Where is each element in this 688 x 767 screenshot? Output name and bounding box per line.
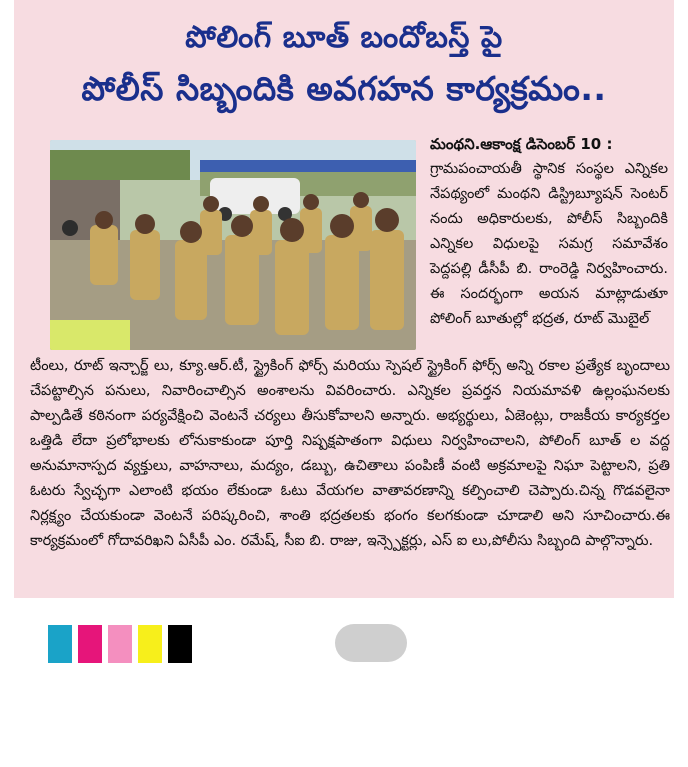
police-meeting-photo [50,140,416,350]
dateline-text: మంథని.ఆకాంక్ష డిసెంబర్ 10 : [430,135,613,153]
yellow-swatch [138,625,162,663]
headline-line-2: పోలీస్ సిబ్బందికి అవగహన కార్యక్రమం.. [81,69,607,108]
article-photo [50,140,416,350]
top-strip [14,0,674,8]
magenta-swatch [78,625,102,663]
pink-swatch [108,625,132,663]
black-swatch [168,625,192,663]
cyan-swatch [48,625,72,663]
headline-line-1: పోలింగ్ బూత్ బందోబస్త్ పై [185,20,503,55]
column-paragraph: గ్రామపంచాయతీ స్థానిక సంస్థల ఎన్నికల నేపథ్యంలో మంథని డిస్ట్రిబ్యూషన్ సెంటర్ నందు అధికారులకు, పోలీస్ సిబ్బందికి ఎన్నికల విధులపై సమగ్ర సమావేశం పెద్దపల్లి డీసీపీ బి. రాంరెడ్డి నిర్వహించారు. ఈ సందర్భంగా అయన మాట్లాడుతూ పోలింగ్ బూతుల్లో భద్రత, రూట్ మొబైల్ [430,161,668,327]
gray-pill [335,624,407,662]
body-paragraph: టీంలు, రూట్ ఇన్చార్జ్ లు, క్యూ.ఆర్.టీ, స్ట్రైకింగ్ ఫోర్స్ మరియు స్పెషల్ స్ట్రైకింగ్ ఫోర్స్ అన్ని రకాల ప్రత్యేక బృందాలు చేపట్టాల్సిన పనులు, నివారించాల్సిన అంశాలను వివరించారు. ఎన్నికల ప్రవర్తన నియమావళి ఉల్లంఘనలకు పాల్పడితే కఠినంగా పర్యవేక్షించి వెంటనే చర్యలు తీసుకోవాలని అన్నారు. అభ్యర్థులు, ఏజెంట్లు, రాజకీయ కార్యకర్తల ఒత్తిడి లేదా ప్రలోభాలకు లోనుకాకుండా పూర్తి నిష్పక్షపాతంగా విధులు నిర్వహించాలని, పోలింగ్ బూత్ ల వద్ద అనుమానాస్పద వ్యక్తులు, వాహనాలు, మద్యం, డబ్బు, ఉచితాలు పంపిణీ వంటి అక్రమాలపై నిఘా పెట్టాలని, ప్రతి ఓటరు స్వేచ్ఛగా ఎలాంటి భయం లేకుండా ఓటు వేయగల వాతావరణాన్ని కల్పించాలి చెప్పారు.చిన్న గొడవలైనా నిర్లక్ష్యం చేయకుండా వెంటనే పరిష్కరించి, శాంతి భద్రతలకు భంగం కలగకుండా చూడాలి అని సూచించారు.ఈ కార్యక్రమంలో గోదావరిఖని ఏసీపీ ఎం. రమేష్, సీఐ బి. రాజు, ఇన్స్పెక్టర్లు, ఎస్ ఐ లు,పోలీసు సిబ్బంది పాల్గొన్నారు. [30,358,670,549]
dateline [430,132,668,157]
